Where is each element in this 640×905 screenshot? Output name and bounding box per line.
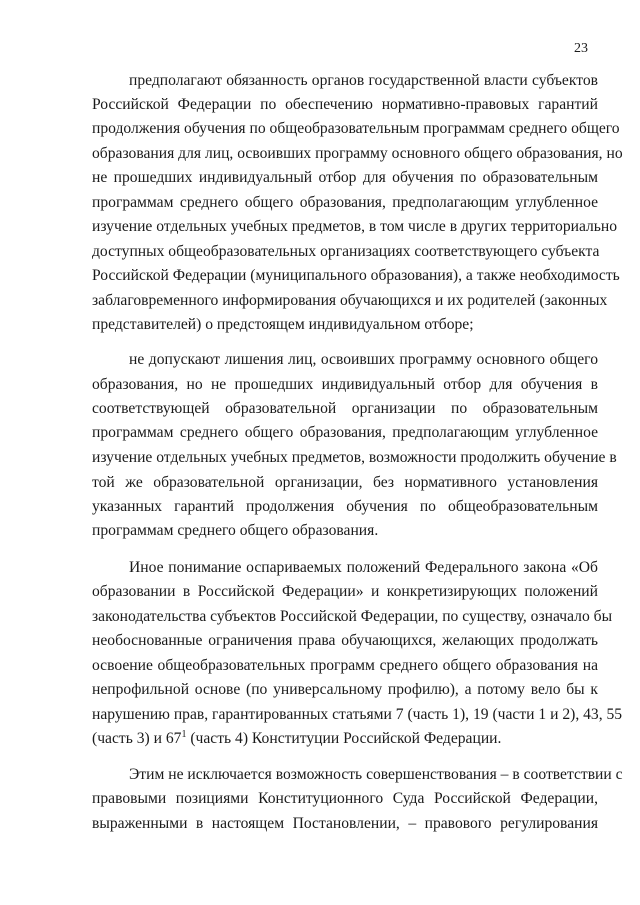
text-line: законодательства субъектов Российской Федерации, по существу, означало бы	[92, 608, 613, 625]
text-line: продолжения обучения по общеобразовательным программам среднего общего	[92, 120, 620, 137]
text-line: Российской Федерации по обеспечению нормативно-правовых гарантий	[92, 96, 598, 113]
text-line: доступных общеобразовательных организациях соответствующего субъекта	[92, 243, 600, 260]
text-line: предполагают обязанность органов государственной власти субъектов	[129, 72, 598, 89]
text-segment: (часть 4) Конституции Российской Федерации.	[186, 730, 502, 747]
text-line: программам среднего общего образования.	[92, 522, 379, 539]
superscript: 1	[181, 728, 187, 740]
text-line: образования для лиц, освоивших программу основного общего образования, но	[92, 145, 623, 162]
text-line: Этим не исключается возможность совершенствования – в соответствии с	[129, 766, 623, 783]
text-line	[92, 730, 598, 748]
text-line: Российской Федерации (муниципального образования), а также необходимость	[92, 267, 620, 284]
text-line: не прошедших индивидуальный отбор для обучения по образовательным	[92, 169, 598, 186]
text-line: Иное понимание оспариваемых положений Федерального закона «Об	[129, 559, 598, 576]
text-line: представителей) о предстоящем индивидуальном отборе;	[92, 316, 474, 333]
page-number: 23	[574, 41, 588, 56]
text-line: той же образовательной организации, без нормативного установления	[92, 474, 598, 491]
text-line: заблаговременного информирования обучающихся и их родителей (законных	[92, 292, 608, 309]
text-line: необоснованные ограничения права обучающихся, желающих продолжать	[92, 632, 598, 649]
text-line: изучение отдельных учебных предметов, возможности продолжить обучение в	[92, 449, 617, 466]
text-line: программам среднего общего образования, предполагающим углубленное	[92, 194, 598, 211]
text-line: выраженными в настоящем Постановлении, – правового регулирования	[92, 815, 598, 832]
text-line: образования, но не прошедших индивидуальный отбор для обучения в	[92, 376, 598, 393]
text-segment: (часть 3) и 67	[92, 730, 182, 747]
text-line: программам среднего общего образования, предполагающим углубленное	[92, 424, 598, 441]
text-line: правовыми позициями Конституционного Суда Российской Федерации,	[92, 790, 598, 807]
text-line: образовании в Российской Федерации» и конкретизирующих положений	[92, 583, 598, 600]
text-line: указанных гарантий продолжения обучения по общеобразовательным	[92, 498, 598, 515]
text-line: соответствующей образовательной организации по образовательным	[92, 400, 598, 417]
text-line: изучение отдельных учебных предметов, в том числе в других территориально	[92, 218, 618, 235]
text-line: нарушению прав, гарантированных статьями 7 (часть 1), 19 (части 1 и 2), 43, 55	[92, 706, 623, 723]
text-line: освоение общеобразовательных программ среднего общего образования на	[92, 657, 598, 674]
text-line: не допускают лишения лиц, освоивших программу основного общего	[129, 351, 598, 368]
text-line: непрофильной основе (по универсальному профилю), а потому вело бы к	[92, 681, 598, 698]
